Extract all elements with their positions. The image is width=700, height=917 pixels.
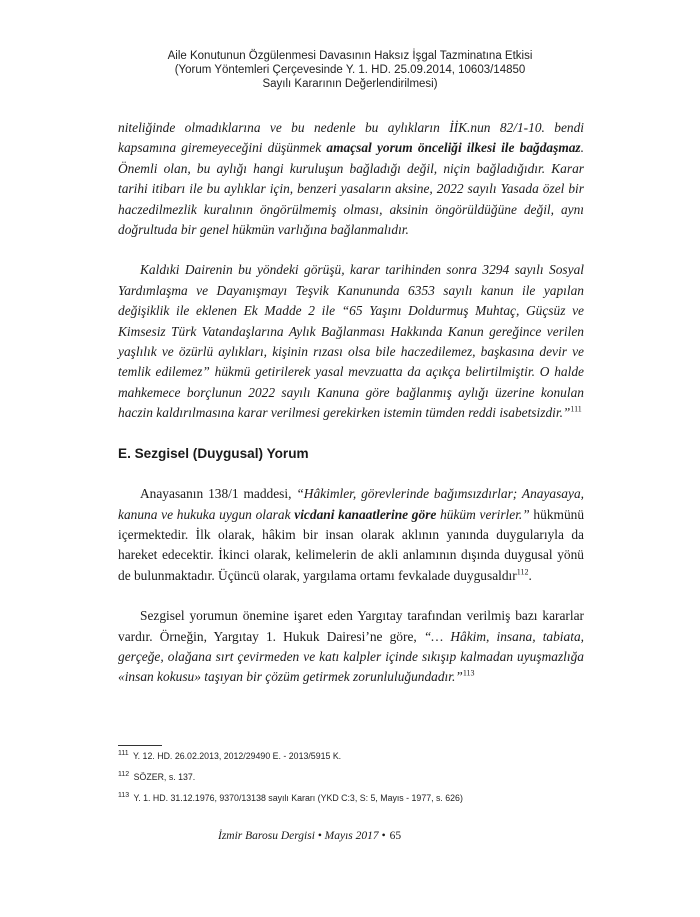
footnote-ref-112[interactable]: 112 [516, 567, 529, 577]
running-head-line-1: Aile Konutunun Özgülenmesi Davasının Haksız İşgal Tazminatına Etkisi [167, 50, 533, 62]
paragraph-2 [118, 260, 584, 423]
running-head-line-3: Sayılı Kararının Değerlendirilmesi) [262, 78, 438, 90]
footnote-ref-111[interactable]: 111 [570, 404, 582, 414]
paragraph-3 [118, 484, 584, 586]
paragraph-3-text-a: Anayasanın 138/1 maddesi, [140, 486, 297, 502]
footnote-number: 111 [118, 750, 129, 758]
page-footer [218, 830, 518, 842]
main-text [118, 118, 584, 688]
footnote-112 [118, 772, 584, 783]
footnote-number: 113 [118, 792, 130, 800]
paragraph-1-text-c: . Önemli olan, bu aylığı hangi kuruluşun bağladığı değil, niçin bağladığıdır. Karar tarihi itibarı ile bu aylıklar için, benzeri yasaların aksine, 2022 sayılı Yasada özel bir haczedilmezlik kuralının öngörülmemiş olması, aksinin öngörüldüğüne değil, aynı doğrultuda bir genel hükmün varlığına bağlanmalıdır. [118, 140, 584, 238]
footnote-113 [118, 793, 584, 804]
paragraph-4-quote: “… Hâkim, insana, tabiata, gerçeğe, olağana sırt çevirmeden ve katı kalpler içinde sıkışıp kalmadan uyuşmazlığa «insan kokusu» taşıyan bir çözüm getirmek zorunluluğundadır.” [118, 628, 584, 685]
footnote-rule [118, 745, 162, 746]
running-head-line-2: (Yorum Yöntemleri Çerçevesinde Y. 1. HD. 25.09.2014, 10603/14850 [174, 64, 526, 76]
footnote-text: Y. 12. HD. 26.02.2013, 2012/29490 E. - 2013/5915 K. [132, 751, 342, 761]
journal-name: İzmir Barosu Dergisi • Mayıs 2017 • [218, 830, 386, 842]
paragraph-1 [118, 118, 584, 240]
paragraph-3-quote-emphasis: vicdani kanaatlerine göre [294, 506, 437, 522]
paragraph-3-quote: “Hâkimler, görevlerinde bağımsızdırlar; Anayasaya, kanuna ve hukuka uygun olarak [118, 486, 584, 522]
footnote-ref-113[interactable]: 113 [462, 668, 475, 678]
section-heading: E. Sezgisel (Duygusal) Yorum [118, 445, 309, 461]
running-head [110, 49, 590, 91]
footnote-text: SÖZER, s. 137. [133, 772, 196, 782]
footnote-111 [118, 751, 584, 762]
paragraph-1-text-a: niteliğinde olmadıklarına ve bu nedenle bu aylıkların İİK.nun 82/1-10. bendi kapsamına giremeyeceğini düşünmek [118, 120, 584, 156]
footnote-number: 112 [118, 771, 130, 779]
paragraph-3-text-e: hükmünü içermektedir. İlk olarak, hâkim bir insan olarak aklının yanında duygularıyla da hareket edecektir. İkinci olarak, kelimelerin de akli anlamının dışında duygusal yönü de bulunmaktadır. Üçüncü olarak, yargılama ortamı fevkalade duygusaldır [118, 506, 585, 583]
paragraph-2-text: Kaldıki Dairenin bu yöndeki görüşü, karar tarihinden sonra 3294 sayılı Sosyal Yardımlaşma ve Dayanışmayı Teşvik Kanununda 6353 sayılı kanun ile yapılan değişiklik ile eklenen Ek Madde 2 ile “65 Yaşını Doldurmuş Muhtaç, Güçsüz ve Kimsesiz Türk Vatandaşlarına Aylık Bağlanması Hakkında Kanun gereğince verilen yaşlılık ve özürlü aylıkları, kişinin rızası olsa bile haczedilemez, başkasına devir ve temlik edilemez” hükmü getirilerek yasal mevzuatta da açıkça belirtilmiştir. O halde mahkemece borçlunun 2022 sayılı Kanuna göre bağlanmış aylığı üzerine konulan haczin kaldırılmasına karar verilmesi gerekirken istemin tümden reddi isabetsizdir.” [118, 262, 584, 421]
footnote-text: Y. 1. HD. 31.12.1976, 9370/13138 sayılı Kararı (YKD C:3, S: 5, Mayıs - 1977, s. 626) [133, 793, 463, 803]
paragraph-3-period: . [528, 567, 532, 583]
page-number: 65 [389, 830, 402, 842]
paragraph-4 [118, 606, 584, 688]
paragraph-4-text-a: Sezgisel yorumun önemine işaret eden Yargıtay tarafından verilmiş bazı kararlar vardır. Örneğin, Yargıtay 1. Hukuk Dairesi’ne göre, [118, 608, 584, 644]
paragraph-1-emphasis: amaçsal yorum önceliği ilkesi ile bağdaşmaz [326, 140, 581, 156]
paragraph-3-quote-end: hüküm verirler.” [436, 506, 530, 522]
footnotes [118, 751, 584, 804]
